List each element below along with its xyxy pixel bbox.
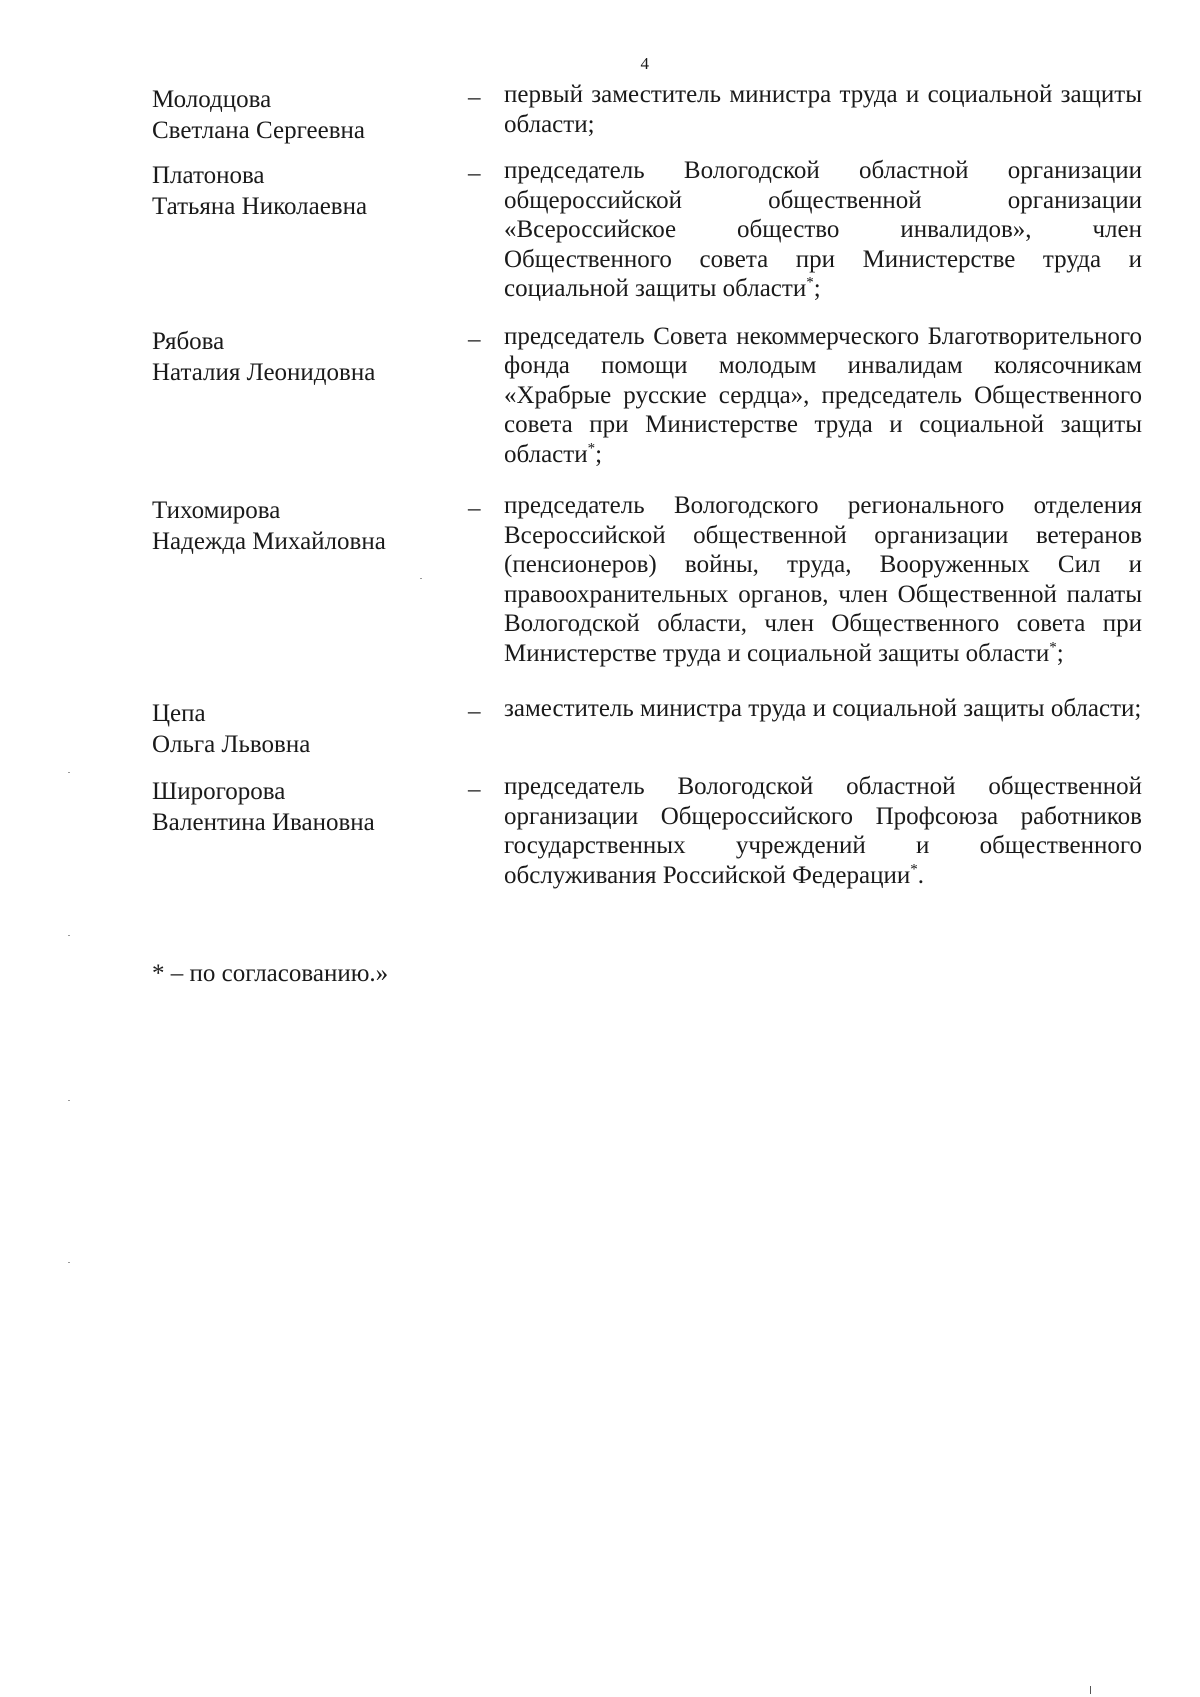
member-role [504, 322, 1142, 470]
member-entry [152, 156, 1142, 304]
scan-speck [68, 935, 70, 936]
member-role [504, 80, 1142, 139]
role-suffix: ; [1056, 639, 1064, 667]
member-role [504, 694, 1142, 724]
scan-tick [1090, 1686, 1091, 1694]
member-given-names: Ольга Львовна [152, 731, 311, 758]
member-role-text: председатель Вологодского регионального отделения Всероссийской общественной организации ветеранов (пенсионеров) войны, труда, Вооруженных Сил и правоохранительных органов, член Общественной палаты Вологодской области, член Общественного совета при Министерстве труда и социальной защиты области [504, 492, 1142, 667]
member-surname: Молодцова [152, 86, 272, 113]
member-given-names: Валентина Ивановна [152, 809, 375, 836]
member-role [504, 772, 1142, 890]
member-role [504, 156, 1142, 304]
member-role-text: председатель Совета некоммерческого Благотворительного фонда помощи молодым инвалидам колясочникам «Храбрые русские сердца», председатель Общественного совета при Министерстве труда и социальной защиты области [504, 322, 1142, 468]
scan-speck [68, 772, 70, 773]
member-entry [152, 491, 1142, 668]
member-surname: Платонова [152, 162, 265, 189]
member-name [152, 694, 468, 760]
dash-separator: – [468, 325, 481, 353]
member-name [152, 772, 468, 838]
dash-separator: – [468, 160, 481, 187]
role-suffix: . [917, 861, 924, 889]
agreement-mark: * [806, 274, 814, 291]
dash-separator: – [468, 495, 481, 522]
member-entry [152, 772, 1142, 890]
member-role-text: председатель Вологодской областной организации общероссийской общественной организации «Всероссийское общество инвалидов», член Общественного совета при Министерстве труда и социальной защиты области [504, 157, 1142, 302]
member-role-text: заместитель министра труда и социальной защиты области; [504, 695, 1142, 722]
member-role [504, 491, 1142, 668]
role-suffix: ; [595, 440, 603, 468]
page-number: 4 [640, 54, 650, 73]
member-role-text: председатель Вологодской областной общественной организации Общероссийского Профсоюза работников государственных учреждений и общественного обслуживания Российской Федерации [504, 773, 1142, 889]
member-name [152, 322, 468, 388]
scan-speck [68, 1262, 70, 1263]
agreement-mark: * [1049, 639, 1057, 656]
scan-speck [420, 578, 422, 579]
member-surname: Цепа [152, 700, 206, 727]
role-suffix: ; [813, 275, 821, 302]
member-given-names: Надежда Михайловна [152, 528, 386, 555]
dash-separator: – [468, 776, 481, 803]
member-entry [152, 694, 1142, 760]
member-surname: Широгорова [152, 778, 286, 805]
commission-members-list [152, 80, 1142, 902]
dash-separator: – [468, 698, 481, 725]
member-given-names: Светлана Сергеевна [152, 117, 366, 144]
member-entry [152, 322, 1142, 470]
member-surname: Тихомирова [152, 497, 281, 524]
member-surname: Рябова [152, 327, 225, 355]
member-role-text: первый заместитель министра труда и социальной защиты области; [504, 81, 1142, 138]
member-name [152, 80, 468, 146]
dash-separator: – [468, 84, 481, 111]
agreement-mark: * [910, 861, 918, 878]
footnote: * – по согласованию.» [152, 960, 389, 987]
scan-speck [68, 1100, 70, 1101]
agreement-mark: * [587, 440, 596, 457]
member-name [152, 156, 468, 222]
member-entry [152, 80, 1142, 146]
member-name [152, 491, 468, 557]
member-given-names: Наталия Леонидовна [152, 358, 376, 386]
member-given-names: Татьяна Николаевна [152, 193, 368, 220]
